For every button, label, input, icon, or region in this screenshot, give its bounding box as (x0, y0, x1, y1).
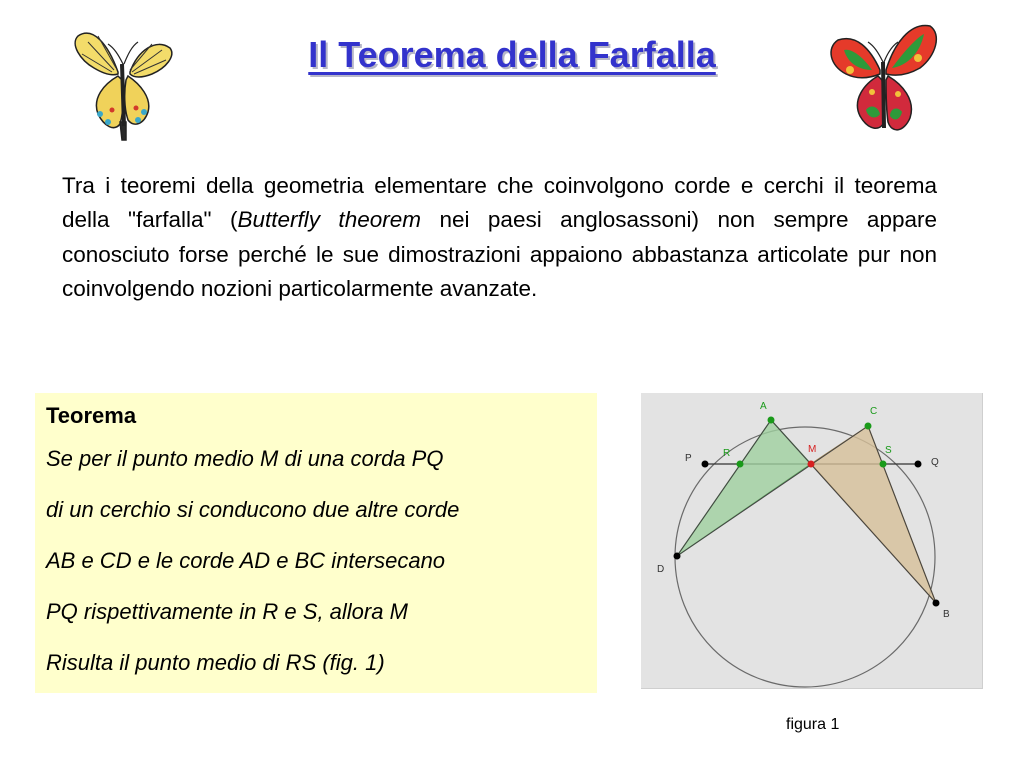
label-m: M (808, 444, 817, 455)
label-a: A (760, 401, 767, 412)
page-title: Il Teorema della Farfalla (308, 34, 716, 75)
intro-text-italic: Butterfly theorem (237, 207, 421, 233)
point-q (915, 461, 922, 468)
label-s: S (885, 445, 892, 456)
point-a (768, 417, 775, 424)
butterfly-figure (641, 393, 983, 689)
butterfly-diagram (641, 393, 982, 688)
theorem-line: AB e CD e le corde AD e BC intersecano (46, 548, 446, 573)
point-c (865, 423, 872, 430)
theorem-line: PQ rispettivamente in R e S, allora M (46, 599, 408, 624)
point-m (808, 461, 815, 468)
intro-text-part2: nei paesi anglosassoni) non sempre appare conosciuto forse perché le sue dimostrazioni appaiono abbastanza articolate pur non coinvolgendo nozioni particolarmente avanzate. (62, 207, 937, 302)
point-b (933, 600, 940, 607)
label-p: P (685, 453, 692, 464)
butterfly-right-image (820, 14, 946, 142)
label-r: R (723, 448, 731, 459)
point-r (737, 461, 744, 468)
label-d: D (657, 564, 665, 575)
point-d (674, 553, 681, 560)
triangle-amd (677, 420, 811, 556)
butterfly-left-image (68, 14, 180, 142)
theorem-line: di un cerchio si conducono due altre corde (46, 497, 460, 522)
theorem-box (35, 393, 597, 693)
theorem-heading: Teorema (46, 403, 137, 428)
point-s (880, 461, 887, 468)
theorem-line: Se per il punto medio M di una corda PQ (46, 446, 444, 471)
label-b: B (943, 609, 950, 620)
figure-caption: figura 1 (786, 716, 840, 733)
point-p (702, 461, 709, 468)
theorem-line: Risulta il punto medio di RS (fig. 1) (46, 650, 385, 675)
intro-text-part1: Tra i teoremi della geometria elementare che coinvolgono corde e cerchi il teorema della "farfalla" ( (62, 173, 937, 233)
label-c: C (870, 406, 878, 417)
intro-paragraph (62, 169, 937, 307)
label-q: Q (931, 457, 939, 468)
